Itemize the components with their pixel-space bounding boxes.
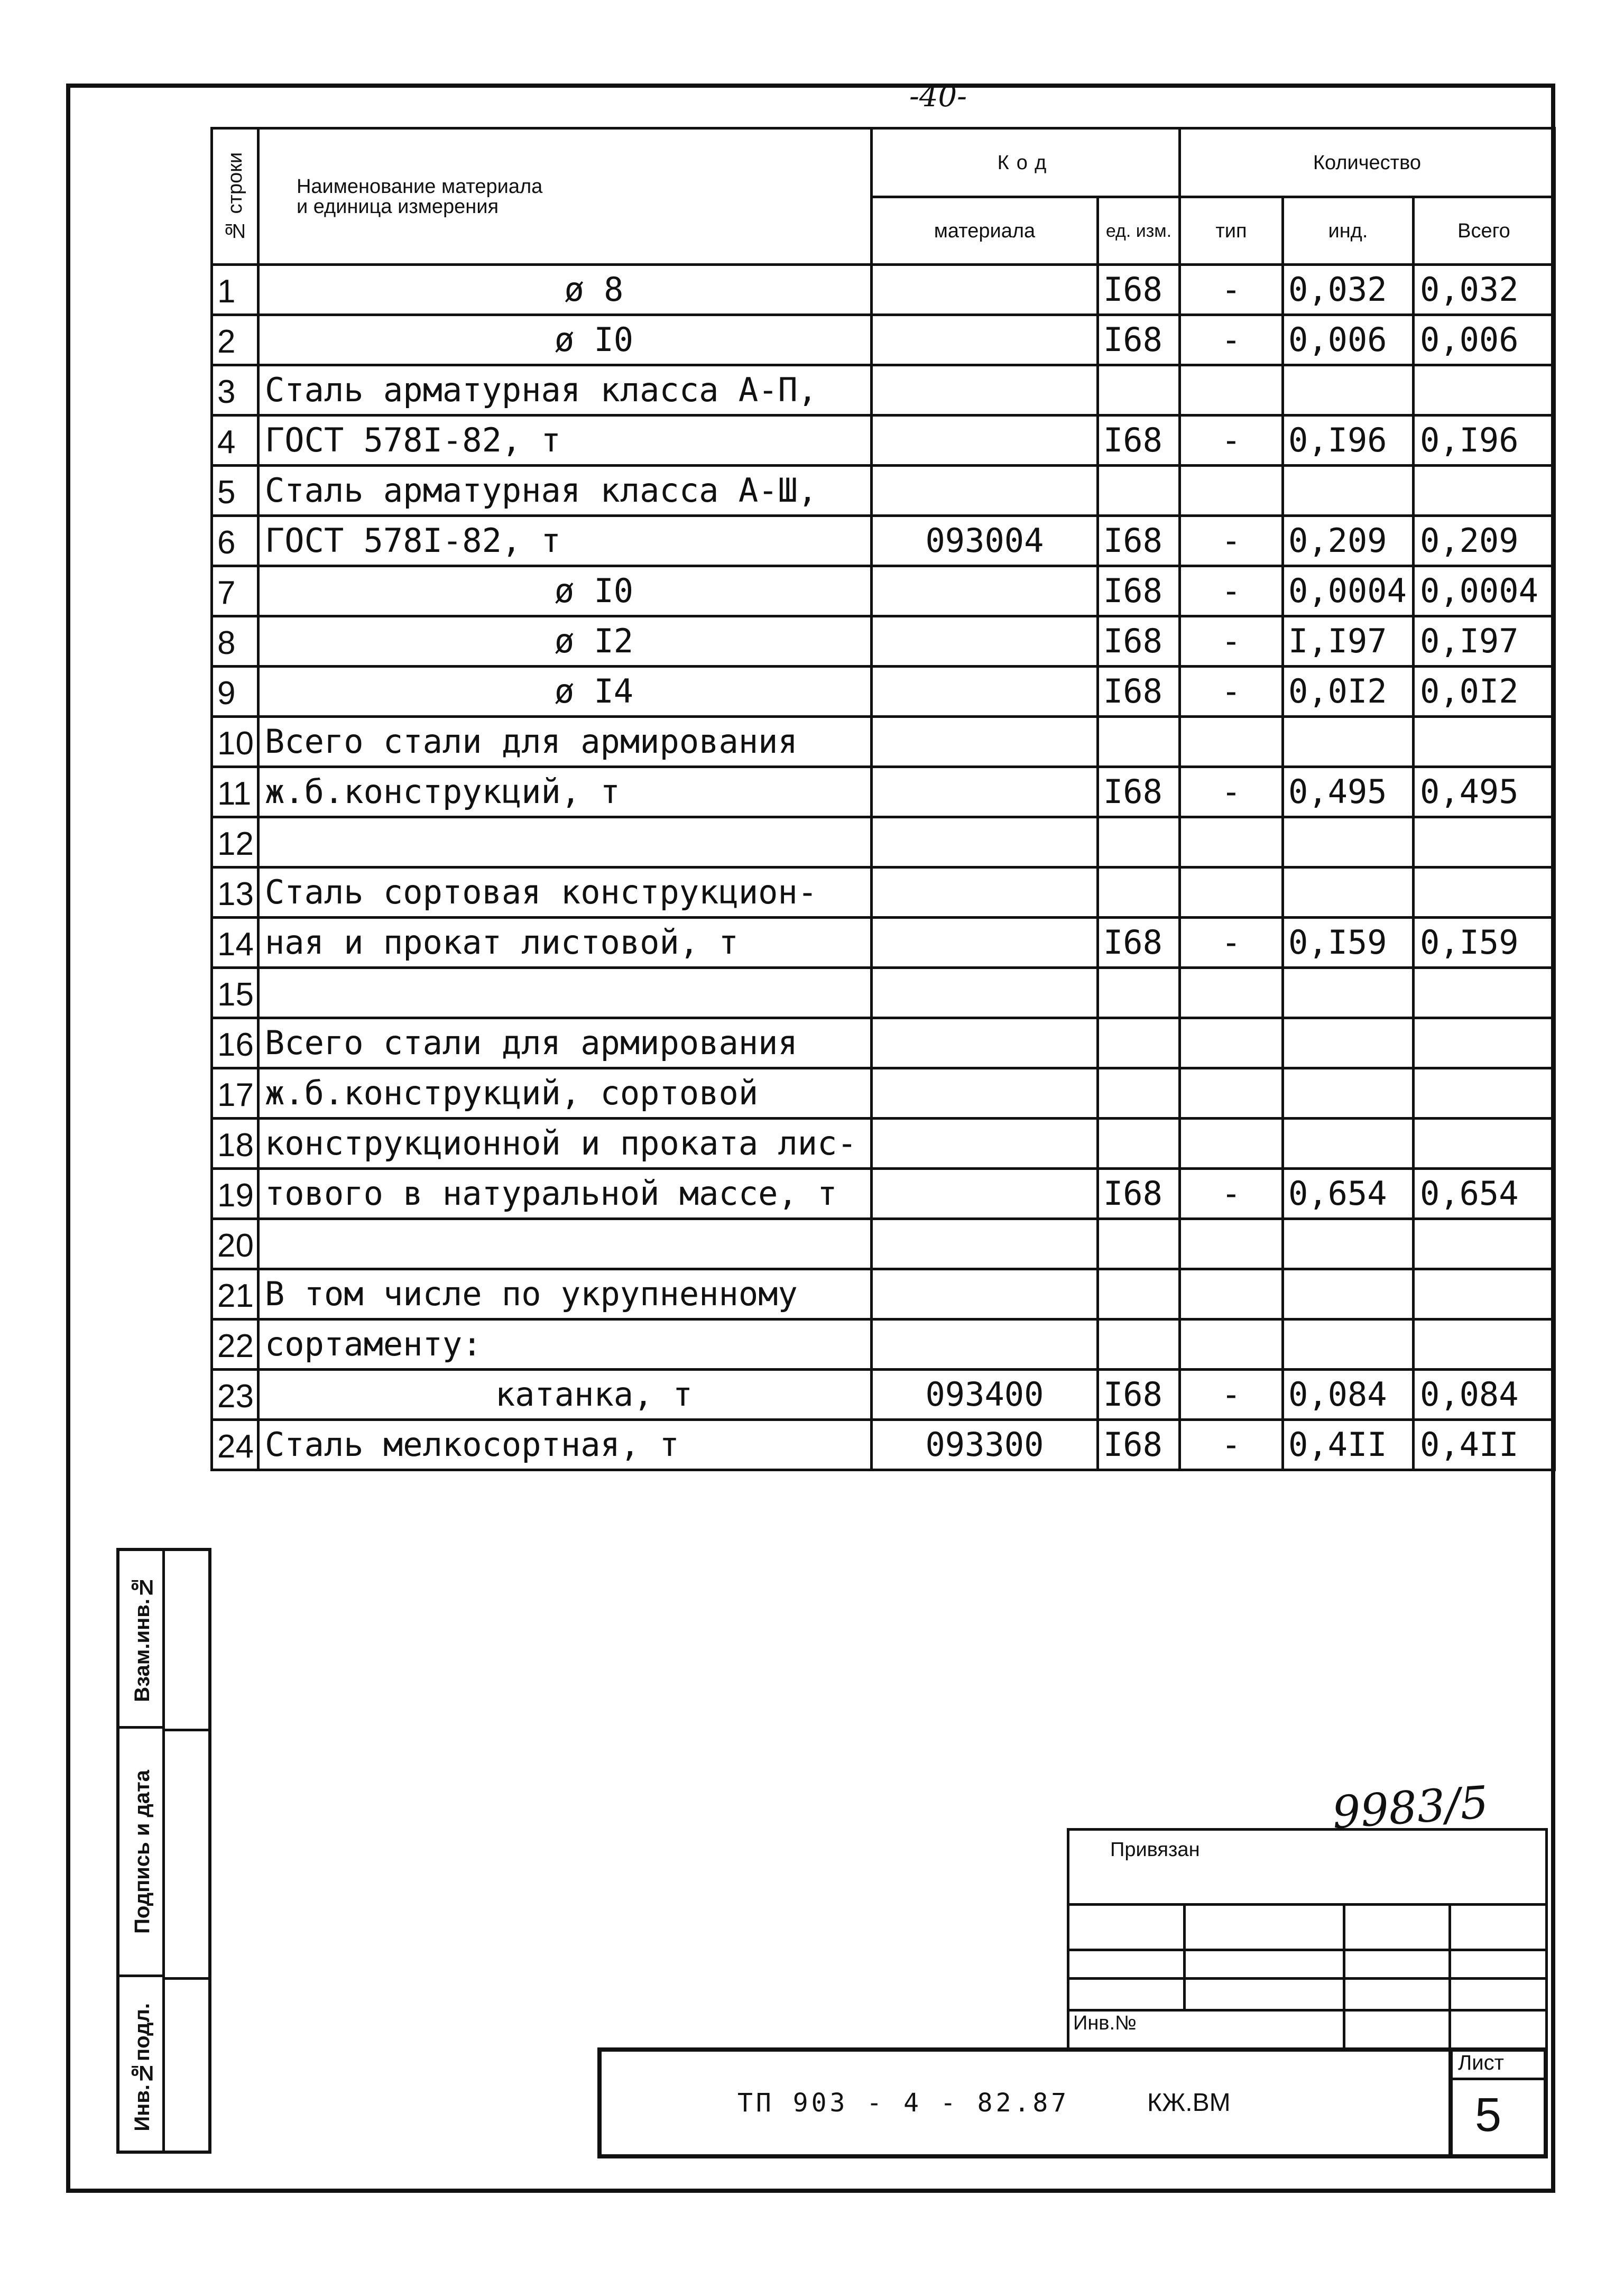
inv-label: Инв.№ [1073,2012,1137,2034]
qty-tip-cell: - [1179,1169,1282,1219]
table-row [212,1169,1555,1219]
unit-cell [1097,1018,1179,1068]
side-stamp-labels [119,1551,165,2151]
qty-tip-cell [1179,1018,1282,1068]
header-quantity: Количество [1179,128,1554,197]
qty-ind-cell: 0,654 [1282,1169,1413,1219]
qty-ind-cell [1282,817,1413,868]
title-block-line [1448,2078,1548,2080]
material-code-cell [871,1169,1097,1219]
side-stamp-divider [165,1729,211,1731]
row-number-cell: 19 [212,1169,259,1219]
unit-cell [1097,365,1179,416]
unit-cell: I68 [1097,516,1179,566]
row-number-cell: 2 [212,315,259,365]
unit-cell [1097,1269,1179,1320]
material-name-cell: ø I0 [258,315,871,365]
material-code-cell [871,616,1097,667]
material-name-cell: Сталь мелкосортная, т [258,1420,871,1470]
material-code-cell [871,1269,1097,1320]
table-row [212,918,1555,968]
qty-tip-cell: - [1179,1370,1282,1420]
table-row [212,1068,1555,1119]
qty-total-cell: 0,032 [1413,265,1554,315]
unit-cell: I68 [1097,566,1179,616]
side-stamp-vzam: Взам.инв.№ [119,1551,165,1729]
qty-total-cell: 0,I59 [1413,918,1554,968]
material-name-cell: Сталь сортовая конструкцион- [258,868,871,918]
qty-ind-cell: 0,006 [1282,315,1413,365]
material-code-cell: 093400 [871,1370,1097,1420]
qty-tip-cell [1179,466,1282,516]
unit-cell: I68 [1097,315,1179,365]
material-code-cell [871,1320,1097,1370]
qty-ind-cell: 0,495 [1282,767,1413,817]
material-code-cell [871,365,1097,416]
qty-tip-cell [1179,1320,1282,1370]
unit-cell [1097,817,1179,868]
table-row [212,1018,1555,1068]
material-name-cell: В том числе по укрупненному [258,1269,871,1320]
title-block-line [1067,1903,1548,1906]
row-number-cell: 12 [212,817,259,868]
header-qty-total: Всего [1413,197,1554,265]
material-name-cell: ж.б.конструкций, т [258,767,871,817]
material-code-cell [871,817,1097,868]
unit-cell [1097,1320,1179,1370]
side-stamp-podpis: Подпись и дата [119,1729,165,1977]
qty-tip-cell: - [1179,918,1282,968]
qty-total-cell: 0,0004 [1413,566,1554,616]
material-name-cell: сортаменту: [258,1320,871,1370]
table-row [212,1370,1555,1420]
qty-total-cell [1413,466,1554,516]
unit-cell: I68 [1097,767,1179,817]
materials-table [210,127,1556,1471]
qty-ind-cell: 0,I96 [1282,416,1413,466]
qty-tip-cell: - [1179,416,1282,466]
material-name-cell: конструкционной и проката лис- [258,1119,871,1169]
row-number-cell: 9 [212,667,259,717]
qty-tip-cell [1179,1269,1282,1320]
table-row [212,566,1555,616]
unit-cell [1097,1219,1179,1269]
row-number-cell: 17 [212,1068,259,1119]
title-block-line [1067,1949,1548,1951]
row-number-cell: 8 [212,616,259,667]
row-number-cell: 15 [212,968,259,1018]
document-code: ТП 903 - 4 - 82.87 [737,2088,1070,2118]
row-number-cell: 20 [212,1219,259,1269]
material-name-cell [258,1219,871,1269]
qty-ind-cell [1282,717,1413,767]
qty-total-cell [1413,1219,1554,1269]
qty-ind-cell: 0,084 [1282,1370,1413,1420]
qty-total-cell [1413,868,1554,918]
unit-cell: I68 [1097,667,1179,717]
row-number-cell: 13 [212,868,259,918]
sheet-label: Лист [1458,2051,1504,2074]
row-number-cell: 18 [212,1119,259,1169]
table-row [212,616,1555,667]
material-name-cell: ø 8 [258,265,871,315]
unit-cell [1097,466,1179,516]
qty-tip-cell [1179,968,1282,1018]
row-number-cell: 22 [212,1320,259,1370]
qty-total-cell: 0,209 [1413,516,1554,566]
qty-total-cell: 0,0I2 [1413,667,1554,717]
qty-total-cell [1413,717,1554,767]
unit-cell: I68 [1097,416,1179,466]
sheet-number: 5 [1475,2089,1502,2142]
side-stamp [116,1548,211,2154]
material-code-cell [871,868,1097,918]
header-unit: ед. изм. [1097,197,1179,265]
table-row [212,717,1555,767]
qty-total-cell: 0,654 [1413,1169,1554,1219]
qty-ind-cell [1282,1320,1413,1370]
privyazan-label: Привязан [1110,1839,1200,1861]
handwritten-number: 9983/5 [1330,1776,1490,1839]
qty-total-cell [1413,817,1554,868]
qty-tip-cell [1179,365,1282,416]
title-block-line [1448,1903,1451,2050]
title-block-line [1067,2009,1548,2012]
material-code-cell [871,466,1097,516]
title-block-line [1067,1977,1548,1980]
qty-total-cell: 0,084 [1413,1370,1554,1420]
header-qty-ind: инд. [1282,197,1413,265]
table-row [212,1269,1555,1320]
unit-cell: I68 [1097,1420,1179,1470]
material-name-cell: ГОСТ 578I-82, т [258,416,871,466]
unit-cell [1097,1068,1179,1119]
unit-cell [1097,968,1179,1018]
table-row [212,265,1555,315]
qty-total-cell [1413,365,1554,416]
qty-ind-cell [1282,1068,1413,1119]
title-block-line [1448,2047,1453,2158]
row-number-cell: 11 [212,767,259,817]
table-row [212,767,1555,817]
header-code: Код [871,128,1179,197]
qty-ind-cell [1282,868,1413,918]
qty-ind-cell [1282,1018,1413,1068]
qty-ind-cell [1282,1219,1413,1269]
qty-tip-cell [1179,1068,1282,1119]
qty-total-cell [1413,1269,1554,1320]
qty-total-cell [1413,968,1554,1018]
row-number-cell: 23 [212,1370,259,1420]
qty-tip-cell: - [1179,265,1282,315]
qty-total-cell: 0,006 [1413,315,1554,365]
materials-table-body [212,265,1555,1470]
row-number-cell: 1 [212,265,259,315]
header-name: Наименование материала и единица измерения [258,128,871,265]
qty-ind-cell: 0,0I2 [1282,667,1413,717]
material-code-cell [871,566,1097,616]
title-block-line [1183,1903,1186,2009]
material-code-cell [871,315,1097,365]
unit-cell: I68 [1097,616,1179,667]
header-row-no: № строки [212,128,259,265]
side-stamp-divider [165,1977,211,1980]
material-name-cell: катанка, т [258,1370,871,1420]
material-name-cell: ная и прокат листовой, т [258,918,871,968]
material-name-cell [258,968,871,1018]
qty-tip-cell [1179,868,1282,918]
document-mark: КЖ.ВМ [1147,2089,1231,2117]
qty-tip-cell: - [1179,667,1282,717]
qty-tip-cell: - [1179,566,1282,616]
qty-ind-cell: 0,209 [1282,516,1413,566]
material-name-cell: ж.б.конструкций, сортовой [258,1068,871,1119]
row-number-cell: 10 [212,717,259,767]
material-code-cell [871,767,1097,817]
unit-cell: I68 [1097,265,1179,315]
material-code-cell: 093300 [871,1420,1097,1470]
qty-ind-cell [1282,1119,1413,1169]
qty-ind-cell [1282,1269,1413,1320]
material-name-cell: Сталь арматурная класса А-П, [258,365,871,416]
qty-ind-cell: 0,4II [1282,1420,1413,1470]
qty-total-cell: 0,I97 [1413,616,1554,667]
row-number-cell: 7 [212,566,259,616]
row-number-cell: 6 [212,516,259,566]
qty-total-cell [1413,1018,1554,1068]
qty-tip-cell: - [1179,516,1282,566]
title-block-line [1343,1903,1345,2050]
material-code-cell [871,1219,1097,1269]
qty-ind-cell: 0,032 [1282,265,1413,315]
row-number-cell: 21 [212,1269,259,1320]
row-number-cell: 14 [212,918,259,968]
material-name-cell: ø I0 [258,566,871,616]
table-row [212,466,1555,516]
material-code-cell [871,265,1097,315]
unit-cell: I68 [1097,918,1179,968]
unit-cell [1097,868,1179,918]
table-row [212,1119,1555,1169]
qty-ind-cell [1282,466,1413,516]
qty-tip-cell [1179,717,1282,767]
material-name-cell: Всего стали для армирования [258,1018,871,1068]
qty-tip-cell: - [1179,1420,1282,1470]
table-row [212,868,1555,918]
qty-tip-cell: - [1179,767,1282,817]
material-name-cell: ø I2 [258,616,871,667]
material-name-cell: Сталь арматурная класса А-Ш, [258,466,871,516]
material-name-cell: ГОСТ 578I-82, т [258,516,871,566]
table-row [212,1320,1555,1370]
table-row [212,516,1555,566]
row-number-cell: 24 [212,1420,259,1470]
privyazan-block [1067,1828,1548,2050]
header-code-material: материала [871,197,1097,265]
material-name-cell: ø I4 [258,667,871,717]
material-code-cell [871,1068,1097,1119]
qty-ind-cell: I,I97 [1282,616,1413,667]
table-row [212,817,1555,868]
material-code-cell [871,1119,1097,1169]
qty-total-cell: 0,I96 [1413,416,1554,466]
table-row [212,315,1555,365]
table-row [212,416,1555,466]
row-number-cell: 16 [212,1018,259,1068]
qty-ind-cell [1282,365,1413,416]
qty-ind-cell [1282,968,1413,1018]
material-name-cell: Всего стали для армирования [258,717,871,767]
qty-tip-cell [1179,1219,1282,1269]
header-qty-tip: тип [1179,197,1282,265]
table-row [212,365,1555,416]
material-code-cell [871,667,1097,717]
table-row [212,968,1555,1018]
table-row [212,1219,1555,1269]
qty-total-cell: 0,495 [1413,767,1554,817]
qty-ind-cell: 0,0004 [1282,566,1413,616]
row-number-cell: 5 [212,466,259,516]
table-row [212,1420,1555,1470]
material-code-cell [871,717,1097,767]
material-name-cell [258,817,871,868]
side-stamp-inv-podl: Инв.№подл. [130,2003,154,2132]
unit-cell [1097,717,1179,767]
material-code-cell [871,1018,1097,1068]
unit-cell [1097,1119,1179,1169]
material-code-cell [871,416,1097,466]
unit-cell: I68 [1097,1169,1179,1219]
material-code-cell: 093004 [871,516,1097,566]
row-number-cell: 4 [212,416,259,466]
qty-tip-cell: - [1179,616,1282,667]
qty-total-cell [1413,1320,1554,1370]
qty-total-cell: 0,4II [1413,1420,1554,1470]
qty-tip-cell [1179,817,1282,868]
material-name-cell: тового в натуральной массе, т [258,1169,871,1219]
page-number: -40- [909,79,967,114]
unit-cell: I68 [1097,1370,1179,1420]
material-code-cell [871,968,1097,1018]
qty-ind-cell: 0,I59 [1282,918,1413,968]
qty-total-cell [1413,1068,1554,1119]
row-number-cell: 3 [212,365,259,416]
qty-tip-cell [1179,1119,1282,1169]
qty-total-cell [1413,1119,1554,1169]
table-row [212,667,1555,717]
qty-tip-cell: - [1179,315,1282,365]
material-code-cell [871,918,1097,968]
